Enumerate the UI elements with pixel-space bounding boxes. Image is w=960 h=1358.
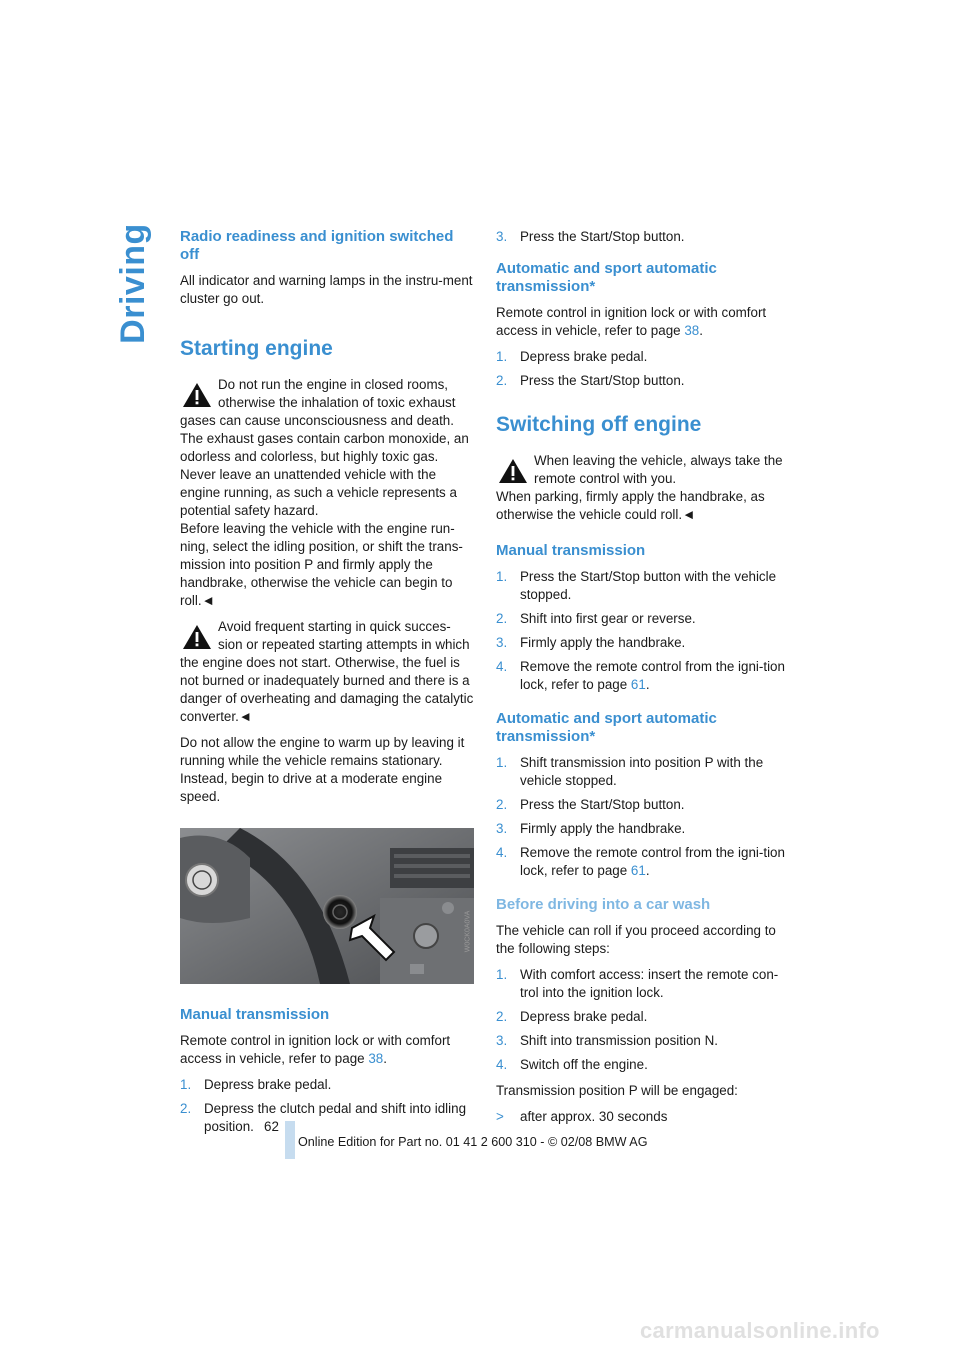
step-number: 2. xyxy=(180,1101,192,1116)
manual-transmission-text-end: . xyxy=(383,1051,387,1066)
list-item xyxy=(496,658,792,694)
manual-transmission-heading: Manual transmission xyxy=(180,1006,330,1023)
step-number: 2. xyxy=(496,1009,508,1024)
image-reference-code: W0CK0A0VA xyxy=(463,910,471,953)
list-item xyxy=(496,1056,792,1074)
step-text: Depress brake pedal. xyxy=(520,1009,648,1024)
manual-start-steps xyxy=(180,1076,474,1136)
step-number: 1. xyxy=(496,967,508,982)
switching-off-engine-heading: Switching off engine xyxy=(496,413,702,436)
step-number: 1. xyxy=(496,755,508,770)
right-column xyxy=(496,228,792,1134)
page-link-61[interactable]: 61 xyxy=(630,863,646,878)
chapter-tab-label: Driving xyxy=(113,222,152,344)
list-item xyxy=(496,1032,792,1050)
step-text: Switch off the engine. xyxy=(520,1057,648,1072)
warning-toxic-exhaust-text: Do not run the engine in closed rooms, otherwise the inhalation of toxic exhaust gases can cause unconsciousness and death. The exhaust gases contain carbon monoxide, an odorless and colorless, but highly toxic gas. Never leave an unattended vehicle with the engine running, as such a vehicle represents a potential safety hazard. xyxy=(180,377,469,518)
radio-readiness-heading: Radio readiness and ignition switched off xyxy=(180,228,454,263)
automatic-transmission-text-end: . xyxy=(699,323,703,338)
warning-leaving-vehicle-text: Before leaving the vehicle with the engine run-ning, select the idling position, or shift the trans-mission into position P and firmly apply the handbrake, otherwise the vehicle can begin to roll.◄ xyxy=(180,521,463,608)
list-item xyxy=(496,634,792,652)
page-link-38[interactable]: 38 xyxy=(368,1051,384,1066)
step-text: Firmly apply the handbrake. xyxy=(520,635,686,650)
warning-handbrake-text: When parking, firmly apply the handbrake, as otherwise the vehicle could roll.◄ xyxy=(496,489,765,522)
list-item xyxy=(496,568,792,604)
manual-transmission-off-heading: Manual transmission xyxy=(496,542,646,559)
car-wash-heading: Before driving into a car wash xyxy=(496,896,711,913)
warning-remote-control xyxy=(496,452,792,524)
step-text: Remove the remote control from the igni-tion lock, refer to page xyxy=(520,659,785,692)
step-number: 1. xyxy=(180,1077,192,1092)
footer-accent-bar xyxy=(285,1121,295,1159)
list-item xyxy=(496,796,792,814)
warning-frequent-starting xyxy=(180,618,474,726)
step-text-end: . xyxy=(645,863,650,878)
step-number: 4. xyxy=(496,1057,508,1072)
step-text: Remove the remote control from the igni-tion lock, refer to page xyxy=(520,845,785,878)
warning-remote-control-text: When leaving the vehicle, always take the remote control with you. xyxy=(534,453,783,486)
bullet-marker: > xyxy=(496,1109,504,1124)
step-text: Depress brake pedal. xyxy=(520,349,648,364)
bullet-text: after approx. 30 seconds xyxy=(520,1109,668,1124)
step-text: With comfort access: insert the remote con-trol into the ignition lock. xyxy=(520,967,779,1000)
step-number: 2. xyxy=(496,611,508,626)
engaged-text: Transmission position P will be engaged: xyxy=(496,1083,738,1098)
manual-start-steps-continued xyxy=(496,228,792,246)
page-link-38[interactable]: 38 xyxy=(684,323,700,338)
manual-transmission-text xyxy=(180,1032,474,1068)
car-wash-steps xyxy=(496,966,792,1074)
step-text: Press the Start/Stop button. xyxy=(520,229,685,244)
warning-triangle-icon xyxy=(498,458,528,484)
left-column xyxy=(180,228,474,1144)
step-text: Press the Start/Stop button with the vehicle stopped. xyxy=(520,569,777,602)
step-text: Press the Start/Stop button. xyxy=(520,797,685,812)
step-number: 1. xyxy=(496,349,508,364)
list-item xyxy=(496,372,792,390)
step-text-end: . xyxy=(645,677,650,692)
step-text: Depress brake pedal. xyxy=(204,1077,332,1092)
list-item xyxy=(496,1108,792,1126)
list-item xyxy=(496,754,792,790)
list-item xyxy=(496,1008,792,1026)
step-number: 3. xyxy=(496,821,508,836)
automatic-transmission-heading: Automatic and sport automatic transmission* xyxy=(496,260,717,295)
step-text: Shift into transmission position N. xyxy=(520,1033,718,1048)
automatic-transmission-off-heading: Automatic and sport automatic transmission* xyxy=(496,710,717,745)
step-number: 1. xyxy=(496,569,508,584)
list-item xyxy=(496,348,792,366)
list-item xyxy=(180,1076,474,1094)
list-item xyxy=(496,610,792,628)
step-text: Press the Start/Stop button. xyxy=(520,373,685,388)
list-item xyxy=(496,966,792,1002)
step-number: 2. xyxy=(496,797,508,812)
edition-footer: Online Edition for Part no. 01 41 2 600 310 - © 02/08 BMW AG xyxy=(298,1135,648,1149)
list-item xyxy=(496,228,792,246)
warm-up-text: Do not allow the engine to warm up by leaving it running while the vehicle remains stationary. Instead, begin to drive at a moderate engine speed. xyxy=(180,735,465,804)
list-item xyxy=(180,1100,474,1136)
automatic-transmission-text xyxy=(496,304,792,340)
chapter-tab xyxy=(108,222,158,344)
manual-off-steps xyxy=(496,568,792,694)
list-item xyxy=(496,820,792,838)
automatic-off-steps xyxy=(496,754,792,880)
step-text: Firmly apply the handbrake. xyxy=(520,821,686,836)
step-text: Shift into first gear or reverse. xyxy=(520,611,696,626)
list-item xyxy=(496,844,792,880)
starting-engine-heading: Starting engine xyxy=(180,337,333,360)
manual-transmission-text-body: Remote control in ignition lock or with comfort access in vehicle, refer to page xyxy=(180,1033,451,1066)
step-number: 3. xyxy=(496,635,508,650)
dashboard-illustration xyxy=(180,828,474,984)
step-text: Shift transmission into position P with the vehicle stopped. xyxy=(520,755,764,788)
step-number: 3. xyxy=(496,229,508,244)
engaged-bullets xyxy=(496,1108,792,1126)
page-link-61[interactable]: 61 xyxy=(630,677,646,692)
start-stop-button-photo xyxy=(180,828,474,984)
site-watermark: carmanualsonline.info xyxy=(640,1318,880,1343)
warning-triangle-icon xyxy=(182,624,212,650)
step-number: 2. xyxy=(496,373,508,388)
page-number: 62 xyxy=(264,1119,279,1134)
radio-readiness-text: All indicator and warning lamps in the instru-ment cluster go out. xyxy=(180,273,473,306)
automatic-transmission-text-body: Remote control in ignition lock or with comfort access in vehicle, refer to page xyxy=(496,305,767,338)
warning-triangle-icon xyxy=(182,382,212,408)
car-wash-text: The vehicle can roll if you proceed according to the following steps: xyxy=(496,923,776,956)
step-text: Depress the clutch pedal and shift into idling position. xyxy=(204,1101,467,1134)
step-number: 4. xyxy=(496,659,508,674)
automatic-start-steps xyxy=(496,348,792,390)
step-number: 4. xyxy=(496,845,508,860)
warning-frequent-starting-text: Avoid frequent starting in quick succes-sion or repeated starting attempts in which the engine does not start. Otherwise, the fuel is not burned or inadequately burned and there is a danger of overheating and damaging the catalytic converter.◄ xyxy=(180,619,474,724)
step-number: 3. xyxy=(496,1033,508,1048)
warning-toxic-exhaust xyxy=(180,376,474,610)
